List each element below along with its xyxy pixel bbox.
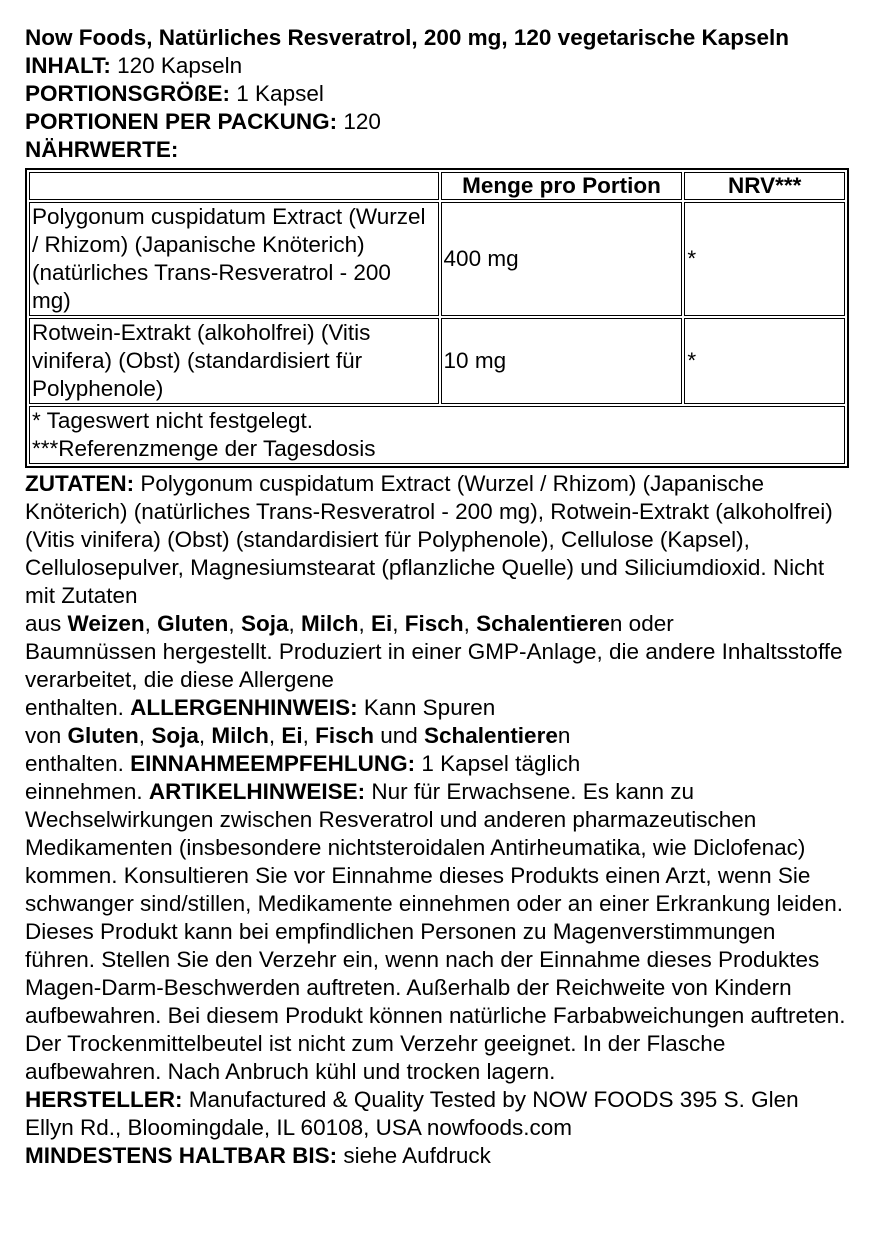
allergy-intro: von — [25, 723, 62, 748]
meta-servings-per-pack-label: PORTIONEN PER PACKUNG: — [25, 109, 338, 134]
meta-serving-size — [25, 80, 850, 108]
allergy-egg: Ei — [281, 723, 303, 748]
allergy-fish: Fisch — [315, 723, 374, 748]
allergen-soy: Soja — [240, 611, 289, 636]
ingredients-tail: Baumnüssen hergestellt. Produziert in einer GMP-Anlage, die andere Inhaltsstoffe verarbeitet, die diese Allergene — [25, 639, 843, 692]
allergen-shellfish-suffix: n oder — [609, 611, 674, 636]
expiry-text: siehe Aufdruck — [343, 1143, 491, 1168]
meta-content — [25, 52, 850, 80]
table-footnotes — [29, 406, 845, 464]
dosage-text: 1 Kapsel täglich — [421, 751, 581, 776]
table-footnote-row — [29, 406, 845, 464]
header-amount: Menge pro Portion — [441, 172, 683, 200]
row-1-nrv: * — [684, 202, 845, 316]
allergen-intro: aus — [25, 611, 62, 636]
ingredients-allergens: aus Weizen, Gluten, Soja, Milch, Ei, Fisch, Schalentieren oder — [25, 611, 674, 636]
allergy-text: Kann Spuren — [363, 695, 496, 720]
ingredients-block — [25, 470, 850, 610]
allergy-soy: Soja — [151, 723, 199, 748]
notes-label: ARTIKELHINWEISE: — [148, 779, 366, 804]
ingredients-end: enthalten. — [25, 695, 124, 720]
meta-content-value: 120 Kapseln — [117, 53, 243, 78]
row-2-name: Rotwein-Extrakt (alkoholfrei) (Vitis vinifera) (Obst) (standardisiert für Polyphenole) — [29, 318, 439, 404]
meta-nutrition — [25, 136, 850, 164]
expiry-label: MINDESTENS HALTBAR BIS: — [25, 1143, 338, 1168]
allergy-label: ALLERGENHINWEIS: — [130, 695, 358, 720]
header-nrv: NRV*** — [684, 172, 845, 200]
allergy-block — [25, 694, 850, 722]
meta-content-label: INHALT: — [25, 53, 111, 78]
row-2-nrv: * — [684, 318, 845, 404]
allergen-shellfish: Schalentiere — [476, 611, 610, 636]
meta-servings-per-pack — [25, 108, 850, 136]
dosage-end: einnehmen. — [25, 779, 143, 804]
row-1-name: Polygonum cuspidatum Extract (Wurzel / Rhizom) (Japanische Knöterich) (natürliches Trans-Resveratrol - 200 mg) — [29, 202, 439, 316]
footnote-daily-value: * Tageswert nicht festgelegt. — [32, 408, 313, 433]
ingredients-text: Polygonum cuspidatum Extract (Wurzel / Rhizom) (Japanische Knöterich) (natürliches Trans-Resveratrol - 200 mg), Rotwein-Extrakt (alkoholfrei) (Vitis vinifera) (Obst) (standardisiert für Polyphenole), Cellulose (Kapsel), Cellulosepulver, Magnesiumstearat (pflanzliche Quelle) und Siliciumdioxid. Nicht mit Zutaten — [25, 471, 833, 608]
expiry-block — [25, 1142, 850, 1170]
nutrition-table — [25, 168, 849, 468]
product-title: Now Foods, Natürliches Resveratrol, 200 mg, 120 vegetarische Kapseln — [25, 25, 790, 50]
meta-nutrition-label: NÄHRWERTE: — [25, 137, 179, 162]
nutrition-table-header-row — [29, 172, 845, 200]
manufacturer-text: Manufactured & Quality Tested by NOW FOODS 395 S. Glen Ellyn Rd., Bloomingdale, IL 60108, USA nowfoods.com — [25, 1087, 799, 1140]
row-1-amount: 400 mg — [441, 202, 683, 316]
meta-serving-size-label: PORTIONSGRÖßE: — [25, 81, 231, 106]
allergen-wheat: Weizen — [67, 611, 145, 636]
label-body-text — [25, 470, 850, 1170]
allergy-milk: Milch — [211, 723, 269, 748]
allergy-end: enthalten. — [25, 751, 124, 776]
allergen-gluten: Gluten — [157, 611, 229, 636]
allergen-milk: Milch — [300, 611, 359, 636]
notes-text: Nur für Erwachsene. Es kann zu Wechselwirkungen zwischen Resveratrol und anderen pharmazeutischen Medikamenten (insbesondere nichtsteroidalen Antirheumatika, wie Diclofenac) kommen. Konsultieren Sie vor Einnahme dieses Produkts einen Arzt, wenn Sie schwanger sind/stillen, Medikamente einnehmen oder an einer Erkrankung leiden. Dieses Produkt kann bei empfindlichen Personen zu Magenverstimmungen führen. Stellen Sie den Verzehr ein, wenn nach der Einnahme dieses Produktes Magen-Darm-Beschwerden auftreten. Außerhalb der Reichweite von Kindern aufbewahren. Bei diesem Produkt können natürliche Farbabweichungen auftreten. Der Trockenmittelbeutel ist nicht zum Verzehr geeignet. In der Flasche aufbewahren. Nach Anbruch kühl und trocken lagern. — [25, 779, 846, 1084]
allergy-shellfish: Schalentiere — [424, 723, 558, 748]
dosage-label: EINNAHMEEMPFEHLUNG: — [130, 751, 416, 776]
table-row — [29, 202, 845, 316]
meta-servings-per-pack-value: 120 — [343, 109, 381, 134]
allergen-egg: Ei — [371, 611, 393, 636]
meta-serving-size-value: 1 Kapsel — [236, 81, 324, 106]
allergy-and: und — [380, 723, 418, 748]
footnote-reference: ***Referenzmenge der Tagesdosis — [32, 436, 376, 461]
table-row — [29, 318, 845, 404]
notes-block — [25, 778, 850, 1086]
manufacturer-block — [25, 1086, 850, 1142]
dosage-block — [25, 750, 850, 778]
header-ingredient — [29, 172, 439, 200]
ingredients-label: ZUTATEN: — [25, 471, 135, 496]
allergen-fish: Fisch — [404, 611, 464, 636]
allergy-shellfish-suffix: n — [557, 723, 571, 748]
row-2-amount: 10 mg — [441, 318, 683, 404]
manufacturer-label: HERSTELLER: — [25, 1087, 183, 1112]
allergy-gluten: Gluten — [67, 723, 139, 748]
allergy-list: von Gluten, Soja, Milch, Ei, Fisch und Schalentieren — [25, 723, 571, 748]
